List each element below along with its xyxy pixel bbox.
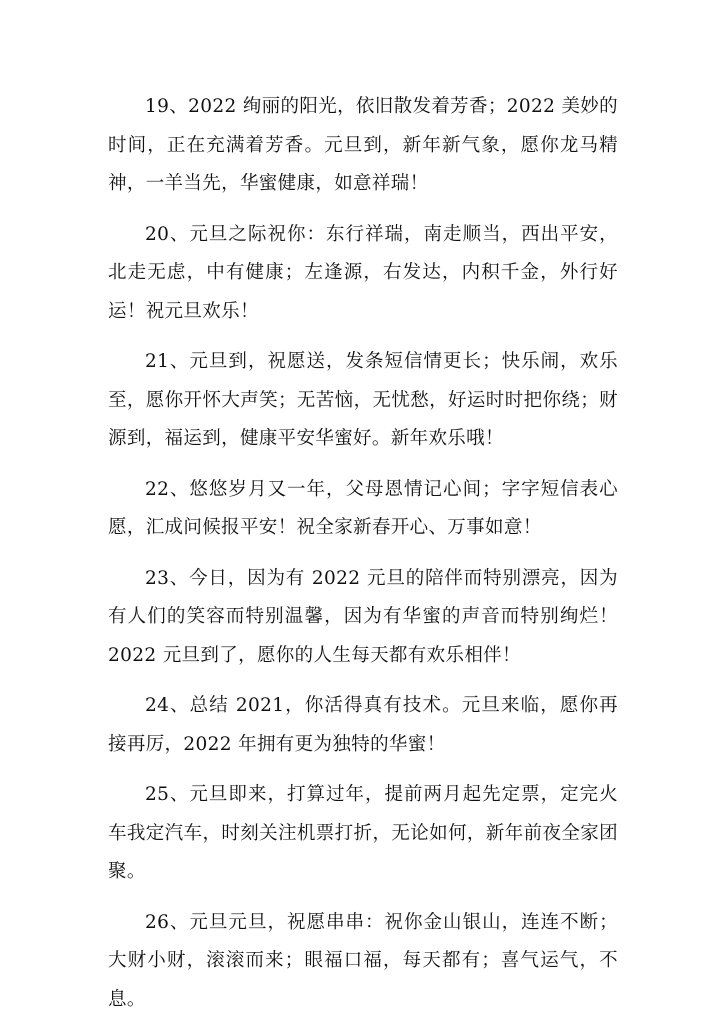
paragraph-26: 26、元旦元旦，祝愿串串：祝你金山银山，连连不断；大财小财，滚滚而来；眼福口福，每天都有；喜气运气，不息。 [108, 911, 618, 1010]
paragraph-20: 20、元旦之际祝你：东行祥瑞，南走顺当，西出平安，北走无虑，中有健康；左逢源，右发达，内积千金，外行好运！祝元旦欢乐！ [108, 223, 618, 322]
paragraph-23: 23、今日，因为有 2022 元旦的陪伴而特别漂亮，因为有人们的笑容而特别温馨，因为有华蜜的声音而特别绚烂！2022 元旦到了，愿你的人生每天都有欢乐相伴！ [108, 567, 618, 666]
paragraph-21: 21、元旦到，祝愿送，发条短信情更长；快乐闹，欢乐至，愿你开怀大声笑；无苦恼，无忧愁，好运时时把你绕；财源到，福运到，健康平安华蜜好。新年欢乐哦！ [108, 351, 618, 449]
document-page [108, 88, 618, 1031]
paragraph-25: 25、元旦即来，打算过年，提前两月起先定票，定完火车我定汽车，时刻关注机票打折，无论如何，新年前夜全家团聚。 [108, 784, 618, 882]
paragraph-24: 24、总结 2021，你活得真有技术。元旦来临，愿你再接再厉，2022 年拥有更为独特的华蜜！ [108, 695, 618, 755]
paragraph-22: 22、悠悠岁月又一年，父母恩情记心间；字字短信表心愿，汇成问候报平安！祝全家新春开心、万事如意！ [108, 478, 618, 538]
paragraph-19: 19、2022 绚丽的阳光，依旧散发着芳香；2022 美妙的时间，正在充满着芳香。元旦到，新年新气象，愿你龙马精神，一羊当先，华蜜健康，如意祥瑞！ [108, 96, 618, 194]
